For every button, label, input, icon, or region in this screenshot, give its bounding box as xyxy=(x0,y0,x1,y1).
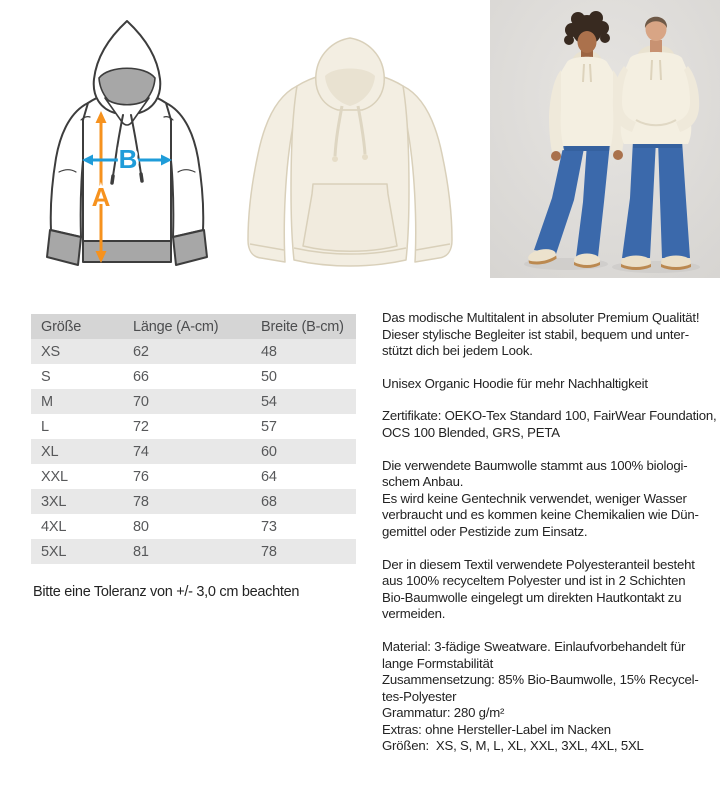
description-line: Zusammensetzung: 85% Bio-Baumwolle, 15% Recycel- xyxy=(382,672,699,688)
size-row-XL xyxy=(31,439,356,464)
size-row-XS xyxy=(31,339,356,364)
size-chart-table xyxy=(31,314,356,564)
size-row-S xyxy=(31,364,356,389)
width-cell: 73 xyxy=(261,518,277,535)
description-line: Das modische Multitalent in absoluter Premium Qualität! xyxy=(382,310,700,325)
length-cell: 66 xyxy=(133,368,149,385)
description-line: Material: 3-fädige Sweatware. Einlaufvorbehandelt für xyxy=(382,638,686,654)
size-row-M xyxy=(31,389,356,414)
width-cell: 50 xyxy=(261,368,277,385)
length-cell: 72 xyxy=(133,418,149,435)
width-cell: 48 xyxy=(261,343,277,360)
size-row-3XL xyxy=(31,489,356,514)
description-line: stützt dich bei jedem Look. xyxy=(382,343,533,359)
size-cell: 4XL xyxy=(41,518,67,535)
size-cell: 3XL xyxy=(41,493,67,510)
size-row-4XL xyxy=(31,514,356,539)
tolerance-note: Bitte eine Toleranz von +/- 3,0 cm beachten xyxy=(33,584,300,600)
description-line: Es wird keine Gentechnik verwendet, weniger Wasser xyxy=(382,490,687,506)
length-cell: 76 xyxy=(133,468,149,485)
description-paragraph xyxy=(382,458,718,541)
width-cell: 68 xyxy=(261,493,277,510)
description-line: gemittel oder Pestizide zum Einsatz. xyxy=(382,523,588,539)
length-cell: 80 xyxy=(133,518,149,535)
length-cell: 62 xyxy=(133,343,149,360)
width-cell: 54 xyxy=(261,393,277,410)
description-line: schem Anbau. xyxy=(382,474,464,490)
width-cell: 60 xyxy=(261,443,277,460)
length-cell: 74 xyxy=(133,443,149,460)
length-cell: 78 xyxy=(133,493,149,510)
description-line: verbraucht und es kommen keine Chemikalien wie Dün- xyxy=(382,507,699,523)
product-photo xyxy=(235,10,465,292)
description-line: Grammatur: 280 g/m² xyxy=(382,705,505,721)
size-cell: 5XL xyxy=(41,543,67,560)
size-row-L xyxy=(31,414,356,439)
size-row-5XL xyxy=(31,539,356,564)
size-cell: L xyxy=(41,418,49,435)
description-paragraph xyxy=(382,310,718,360)
description-line: Zertifikate: OEKO-Tex Standard 100, FairWear Foundation, xyxy=(382,408,717,424)
description-line: OCS 100 Blended, GRS, PETA xyxy=(382,424,560,440)
width-column-header: Breite (B-cm) xyxy=(261,318,344,335)
measure-label-b: B xyxy=(118,144,138,174)
description-line: Der in diesem Textil verwendete Polyesteranteil besteht xyxy=(382,556,695,572)
size-cell: XXL xyxy=(41,468,68,485)
cream-hoodie-image xyxy=(235,10,465,292)
description-paragraph xyxy=(382,639,718,755)
width-cell: 64 xyxy=(261,468,277,485)
description-line: vermeiden. xyxy=(382,606,446,622)
size-row-XXL xyxy=(31,464,356,489)
models-photo xyxy=(490,0,720,278)
description-paragraph xyxy=(382,557,718,623)
size-cell: S xyxy=(41,368,51,385)
description-paragraph xyxy=(382,408,718,441)
description-line: Dieser stylische Begleiter ist stabil, bequem und unter- xyxy=(382,326,689,342)
measurement-diagram-image xyxy=(22,8,232,290)
measure-label-a: A xyxy=(91,182,111,212)
description-line: aus 100% recyceltem Polyester und ist in 2 Schichten xyxy=(382,573,686,589)
size-cell: XS xyxy=(41,343,60,360)
description-line: lange Formstabilität xyxy=(382,655,494,671)
size-table-header-row xyxy=(31,314,356,339)
length-cell: 70 xyxy=(133,393,149,410)
hoodie-line-drawing xyxy=(22,8,232,290)
models-image xyxy=(490,0,720,278)
description-line: Die verwendete Baumwolle stammt aus 100% biologi- xyxy=(382,457,688,473)
size-cell: M xyxy=(41,393,53,410)
size-table-body xyxy=(31,339,356,564)
description-line: Extras: ohne Hersteller-Label im Nacken xyxy=(382,721,611,737)
length-cell: 81 xyxy=(133,543,149,560)
description-line: Unisex Organic Hoodie für mehr Nachhaltigkeit xyxy=(382,375,648,391)
description-line: Bio-Baumwolle eingelegt um direkten Hautkontakt zu xyxy=(382,589,682,605)
product-description xyxy=(382,310,718,771)
size-column-header: Größe xyxy=(41,318,82,335)
length-column-header: Länge (A-cm) xyxy=(133,318,219,335)
width-cell: 78 xyxy=(261,543,277,560)
description-line: tes-Polyester xyxy=(382,688,457,704)
size-cell: XL xyxy=(41,443,59,460)
description-line: Größen: XS, S, M, L, XL, XXL, 3XL, 4XL, 5XL xyxy=(382,738,644,754)
width-cell: 57 xyxy=(261,418,277,435)
description-paragraph xyxy=(382,376,718,393)
